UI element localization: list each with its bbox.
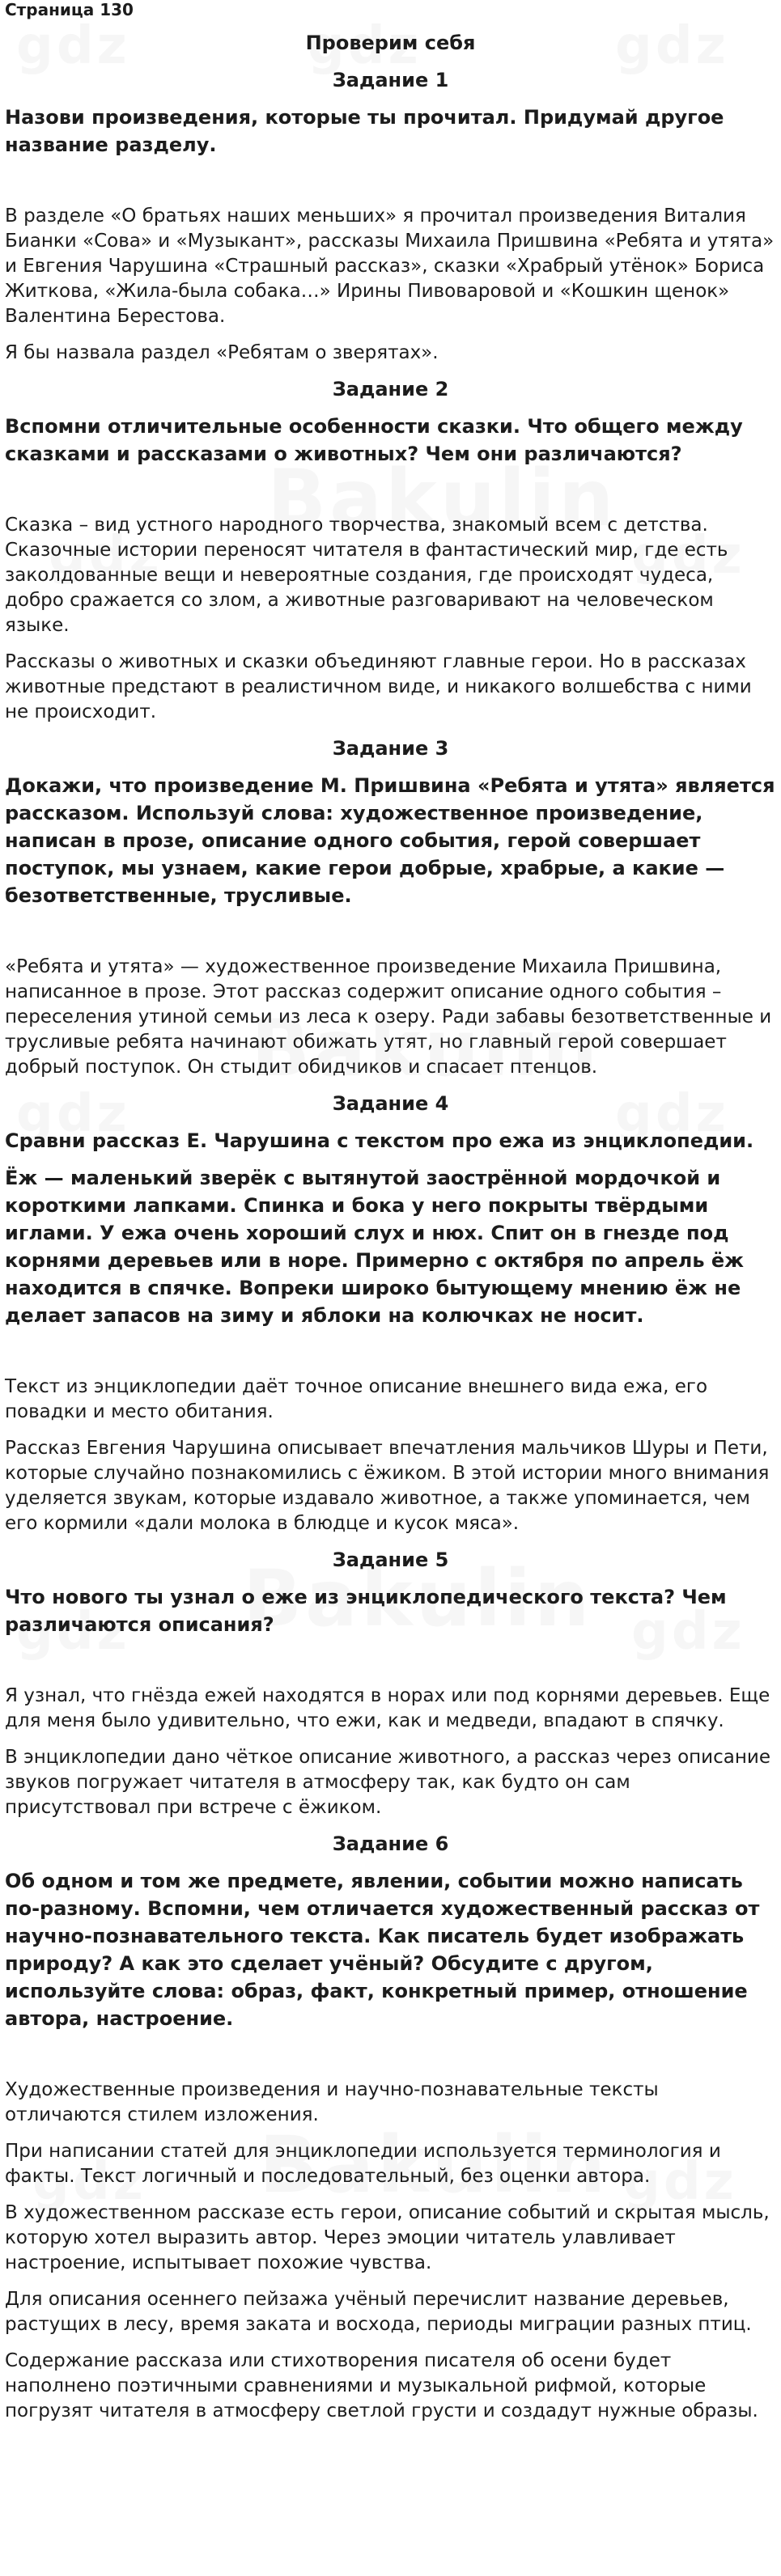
task-header: Задание 6 (332, 1832, 449, 1855)
answer-paragraph: Текст из энциклопедии даёт точное описание внешнего вида ежа, его повадки и место обитания. (5, 1376, 708, 1422)
task-question: Сравни рассказ Е. Чарушина с текстом про ежа из энциклопедии. (5, 1129, 754, 1152)
answer-paragraph: В разделе «О братьях наших меньших» я прочитал произведения Виталия Бианки «Сова» и «Музыкант», рассказы Михаила Пришвина «Ребята и утята» и Евгения Чарушина «Страшный рассказ», сказки «Храбрый утёнок» Бориса Житкова, «Жила-была собака…» Ирины Пивоваровой и «Кошкин щенок» Валентина Берестова. (5, 205, 775, 327)
answer-paragraph: Рассказ Евгения Чарушина описывает впечатления мальчиков Шуры и Пети, которые случайно познакомились с ёжиком. В этой истории много внимания уделяется звукам, которые издавало животное, а также упоминается, чем его кормили «дали молока в блюдце и кусок мяса». (5, 1438, 770, 1534)
answer-paragraph: Содержание рассказа или стихотворения писателя об осени будет наполнено поэтичными сравнениями и музыкальной рифмой, которые погрузят читателя в атмосферу светлой грусти и создадут нужные образы. (5, 2350, 758, 2421)
task-3 (5, 736, 776, 1080)
task-header: Задание 3 (332, 737, 449, 760)
page-label: Страница 130 (5, 0, 134, 19)
task-4 (5, 1091, 776, 1536)
task-question: Докажи, что произведение М. Пришвина «Ребята и утята» является рассказом. Используй слова: художественное произведение, написан в прозе, описание одного события, герой совершает поступок, мы узнаем, какие герои добрые, храбрые, а какие — безответственные, трусливые. (5, 774, 775, 907)
answer-paragraph: Рассказы о животных и сказки объединяют главные герои. Но в рассказах животные предстают в реалистичном виде, и никакого волшебства с ними не происходит. (5, 651, 752, 722)
answer-paragraph: Я бы назвала раздел «Ребятам о зверятах». (5, 342, 439, 363)
answer-paragraph: Я узнал, что гнёзда ежей находятся в норах или под корнями деревьев. Еще для меня было удивительно, что ежи, как и медведи, впадают в спячку. (5, 1685, 770, 1731)
task-header: Задание 5 (332, 1549, 449, 1571)
answer-paragraph: В художественном рассказе есть герои, описание событий и скрытая мысль, которую хотел выразить автор. Через эмоции читатель улавливает настроение, испытывает похожие чувства. (5, 2202, 770, 2273)
answer-paragraph: В энциклопедии дано чёткое описание животного, а рассказ через описание звуков погружает читателя в атмосферу так, как будто он сам присутствовал при встрече с ёжиком. (5, 1747, 770, 1818)
answer-paragraph: Сказка – вид устного народного творчества, знакомый всем с детства. Сказочные истории переносят читателя в фантастический мир, где есть заколдованные вещи и невероятные создания, где происходят чудеса, добро сражается со злом, а животные разговаривают на человеческом языке. (5, 515, 728, 636)
answer-paragraph: При написании статей для энциклопедии используется терминология и факты. Текст логичный и последовательный, без оценки автора. (5, 2141, 721, 2187)
page-title: Проверим себя (305, 32, 476, 54)
task-question: Вспомни отличительные особенности сказки. Что общего между сказками и рассказами о животных? Чем они различаются? (5, 415, 743, 465)
task-question: Что нового ты узнал о еже из энциклопедического текста? Чем различаются описания? (5, 1586, 727, 1636)
encyclopedia-excerpt: Ёж — маленький зверёк с вытянутой заострённой мордочкой и короткими лапками. Спинка и бока у него покрыты твёрдыми иглами. У ежа очень хороший слух и нюх. Спит он в гнезде под корнями деревьев или в норе. Примерно с октября по апрель ёж находится в спячке. Вопреки широко бытующему мнению ёж не делает запасов на зиму и яблоки на колючках не носит. (5, 1167, 745, 1327)
task-question: Назови произведения, которые ты прочитал. Придумай другое название разделу. (5, 106, 724, 156)
answer-paragraph: Для описания осеннего пейзажа учёный перечислит название деревьев, растущих в лесу, время заката и восхода, периоды миграции разных птиц. (5, 2289, 752, 2335)
task-header: Задание 4 (332, 1092, 449, 1115)
task-header: Задание 1 (332, 69, 449, 91)
task-header: Задание 2 (332, 378, 449, 400)
task-5 (5, 1548, 776, 1820)
task-6 (5, 1832, 776, 2424)
task-2 (5, 377, 776, 725)
task-question: Об одном и том же предмете, явлении, событии можно написать по-разному. Вспомни, чем отличается художественный рассказ от научно-познавательного текста. Как писатель будет изображать природу? А как это сделает учёный? Обсудите с другом, используйте слова: образ, факт, конкретный пример, отношение автора, настроение. (5, 1870, 760, 2030)
answer-paragraph: «Ребята и утята» — художественное произведение Михаила Пришвина, написанное в прозе. Этот рассказ содержит описание одного события – переселения утиной семьи из леса к озеру. Ради забавы безответственные и трусливые ребята начинают обижать утят, но главный герой совершает добрый поступок. Он стыдит обидчиков и спасает птенцов. (5, 956, 772, 1078)
task-1 (5, 68, 776, 366)
answer-paragraph: Художественные произведения и научно-познавательные тексты отличаются стилем изложения. (5, 2079, 659, 2125)
